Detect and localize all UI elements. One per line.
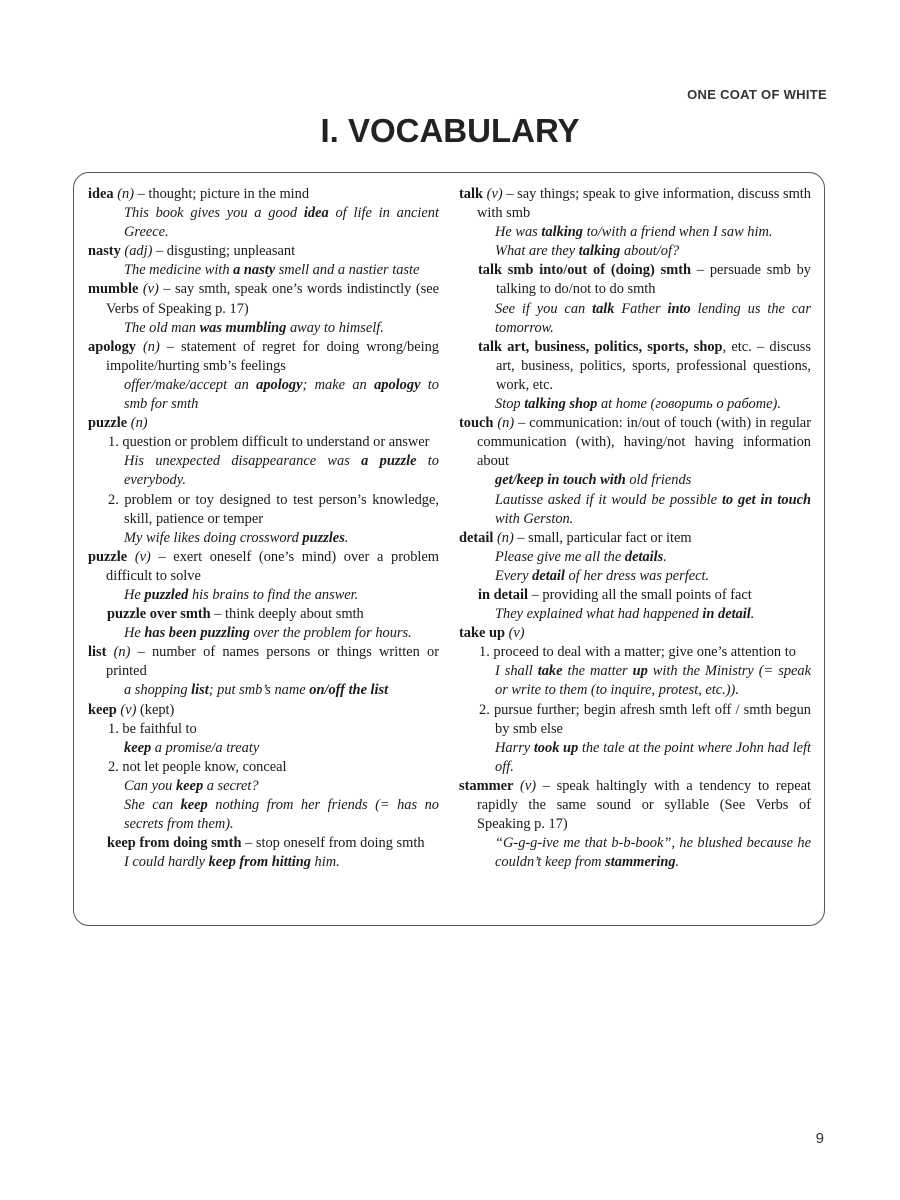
sense-take-up-1: 1. proceed to deal with a matter; give one’s attention to — [479, 644, 796, 661]
example-keep-from: I could hardly keep from hitting him. — [124, 854, 340, 871]
sense-keep-2: 2. not let people know, conceal — [108, 758, 287, 775]
entry-keep-from: keep from doing smth – stop oneself from doing smth — [107, 835, 425, 852]
running-head: ONE COAT OF WHITE — [687, 87, 827, 102]
example-touch-b: Lautisse asked if it would be possible to get in touch with Gerston. — [495, 491, 811, 527]
example-take-up-1: I shall take the matter up with the Ministry (= speak or write to them (to inquire, protest, etc.)). — [495, 663, 811, 699]
entry-list: list (n) – number of names persons or things written or printed — [88, 644, 439, 680]
page-title: I. VOCABULARY — [320, 112, 580, 149]
sense-puzzle-noun-1: 1. question or problem difficult to understand or answer — [108, 434, 430, 451]
example-talk-into: See if you can talk Father into lending us the car tomorrow. — [495, 300, 811, 336]
example-keep-1: keep a promise/a treaty — [124, 739, 260, 756]
entry-puzzle-noun: puzzle (n) — [88, 415, 148, 432]
example-puzzle-over: He has been puzzling over the problem for hours. — [124, 625, 412, 642]
page-number: 9 — [815, 1130, 824, 1147]
entry-talk-shop: talk art, business, politics, sports, shop, etc. – discuss art, business, politics, sports, professional questions, work, etc. — [478, 338, 811, 393]
example-in-detail: They explained what had happened in detail. — [495, 606, 755, 623]
entry-detail: detail (n) – small, particular fact or item — [459, 529, 692, 546]
example-nasty: The medicine with a nasty smell and a nastier taste — [124, 262, 420, 279]
entry-mumble: mumble (v) – say smth, speak one’s words indistinctly (see Verbs of Speaking p. 17) — [88, 281, 439, 317]
entry-take-up: take up (v) — [459, 625, 525, 642]
entry-touch: touch (n) – communication: in/out of touch (with) in regular communication (with), having/not having information about — [459, 415, 811, 470]
entry-apology: apology (n) – statement of regret for doing wrong/being impolite/hurting smb’s feelings — [88, 338, 439, 374]
entry-puzzle-verb: puzzle (v) – exert oneself (one’s mind) over a problem difficult to solve — [88, 548, 439, 584]
entry-talk-into: talk smb into/out of (doing) smth – persuade smb by talking to do/not to do smth — [478, 262, 811, 298]
sense-take-up-2: 2. pursue further; begin afresh smth left off / smth begun by smb else — [479, 701, 811, 737]
entry-stammer: stammer (v) – speak haltingly with a tendency to repeat rapidly the same sound or syllable (See Verbs of Speaking p. 17) — [459, 777, 811, 833]
example-puzzle-verb: He puzzled his brains to find the answer. — [124, 586, 359, 603]
example-apology: offer/make/accept an apology; make an apology to smb for smth — [124, 376, 439, 413]
example-keep-2b: She can keep nothing from her friends (= has no secrets from them). — [124, 797, 439, 833]
example-talk-a: He was talking to/with a friend when I saw him. — [495, 224, 773, 241]
example-detail-a: Please give me all the details. — [495, 548, 667, 565]
example-take-up-2: Harry took up the tale at the point where John had left off. — [495, 739, 811, 775]
entry-idea: idea (n) – thought; picture in the mind — [88, 186, 310, 202]
example-list: a shopping list; put smb’s name on/off the list — [124, 682, 389, 699]
right-column — [459, 185, 811, 872]
entry-keep: keep (v) (kept) — [88, 701, 175, 718]
example-talk-shop: Stop talking shop at home (говорить о работе). — [495, 396, 781, 413]
example-talk-b: What are they talking about/of? — [495, 243, 680, 260]
example-mumble: The old man was mumbling away to himself. — [124, 319, 384, 336]
entry-talk: talk (v) – say things; speak to give information, discuss smth with smb — [459, 186, 811, 222]
example-stammer: “G-g-g-ive me that b-b-book”, he blushed because he couldn’t keep from stammering. — [495, 835, 811, 871]
example-puzzle-noun-2: My wife likes doing crossword puzzles. — [124, 529, 349, 546]
example-touch-a: get/keep in touch with old friends — [495, 472, 692, 489]
example-detail-b: Every detail of her dress was perfect. — [495, 567, 710, 584]
example-keep-2a: Can you keep a secret? — [124, 777, 259, 794]
example-idea: This book gives you a good idea of life in ancient Greece. — [124, 205, 439, 241]
sense-keep-1: 1. be faithful to — [108, 720, 197, 737]
sense-puzzle-noun-2: 2. problem or toy designed to test person’s knowledge, skill, patience or temper — [108, 491, 439, 527]
entry-in-detail: in detail – providing all the small points of fact — [478, 586, 752, 603]
example-puzzle-noun-1: His unexpected disappearance was a puzzle to everybody. — [124, 453, 439, 489]
entry-nasty: nasty (adj) – disgusting; unpleasant — [88, 243, 296, 260]
entry-puzzle-over: puzzle over smth – think deeply about smth — [107, 606, 364, 623]
left-column — [88, 185, 439, 872]
